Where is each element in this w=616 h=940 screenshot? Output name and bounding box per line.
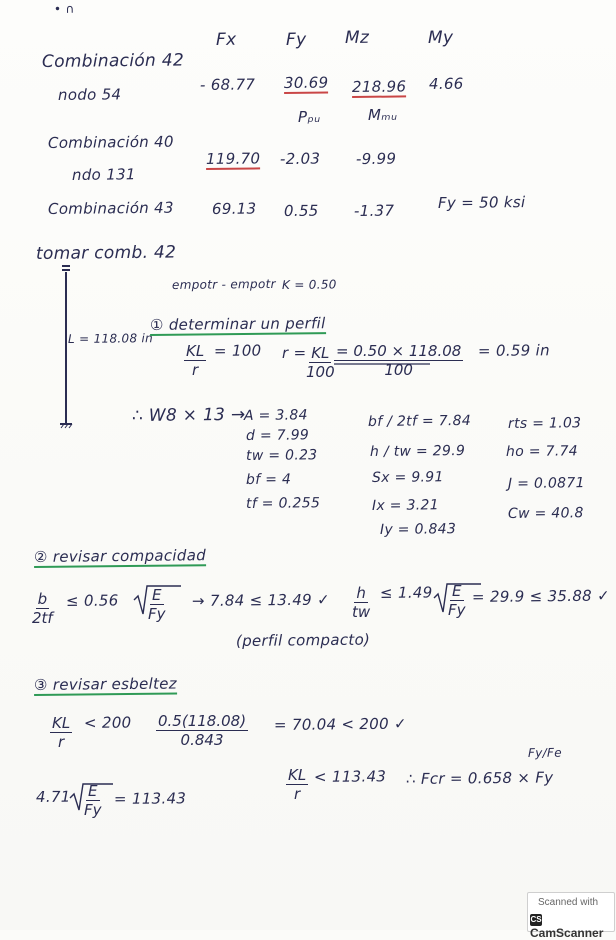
prop-d: d = 7.99 — [245, 427, 310, 444]
comb-42-mu-label: Mₘᵤ — [367, 105, 398, 124]
watermark-line2 — [530, 911, 614, 940]
header-mz: Mz — [344, 27, 370, 48]
prop-ho: ho = 7.74 — [505, 443, 579, 460]
step2-check1: → 7.84 ≤ 13.49 ✓ — [191, 590, 331, 610]
fraction-num: KL — [186, 342, 205, 360]
fy-fe-note: Fy/Fe — [527, 745, 562, 760]
fraction-den: tw — [352, 603, 371, 621]
comb-43-title: Combinación 43 — [47, 198, 174, 218]
step1-title: ① determinar un perfil — [149, 314, 326, 334]
prop-j: J = 0.0871 — [507, 475, 585, 492]
fraction-num: KL — [311, 344, 330, 362]
comb-40-mz: -9.99 — [355, 149, 397, 168]
fraction-num: E — [88, 782, 98, 800]
step1-r-lhs: r = — [281, 343, 307, 362]
comb-43-mz: -1.37 — [353, 201, 395, 220]
steel-yield-note: Fy = 50 ksi — [437, 193, 526, 212]
comb-40-title: Combinación 40 — [47, 132, 174, 152]
step2-result: (perfil compacto) — [235, 630, 371, 650]
prop-htw: h / tw = 29.9 — [369, 443, 466, 460]
column-diagram — [60, 266, 72, 428]
prop-tf: tf = 0.255 — [245, 495, 321, 512]
fraction-den: r — [58, 733, 65, 751]
step3-limit-coef: 4.71 — [35, 787, 71, 806]
watermark-line1: Scanned with — [538, 897, 599, 908]
header-fy: Fy — [285, 29, 307, 50]
column-length: L = 118.08 in — [67, 331, 154, 346]
fraction-den: Fy — [84, 801, 102, 819]
fraction-num: KL — [288, 766, 307, 784]
fraction-den: 2tf — [32, 609, 53, 627]
step3-calc-result: = 70.04 < 200 ✓ — [273, 714, 407, 734]
prop-iy: Iy = 0.843 — [379, 521, 457, 538]
comb-40-fy: -2.03 — [279, 149, 321, 168]
fraction-den: r — [192, 361, 199, 379]
fraction-den: Fy — [448, 601, 466, 619]
fraction-den: 0.843 — [180, 731, 224, 749]
prop-A: A = 3.84 — [243, 407, 308, 424]
comb-40-fx: 119.70 — [205, 149, 261, 168]
fraction-num: KL — [52, 714, 71, 732]
comb-43-fx: 69.13 — [211, 199, 257, 218]
comb-40-node: ndo 131 — [71, 165, 136, 184]
comb-43-fy: 0.55 — [283, 201, 319, 220]
step3-limit-result: = 113.43 — [113, 789, 187, 808]
watermark-brand: CamScanner — [530, 926, 604, 940]
prop-bf: bf = 4 — [245, 471, 292, 488]
step3-kl2-result: < 113.43 — [313, 767, 387, 786]
prop-rts: rts = 1.03 — [507, 415, 582, 432]
comb-42-node: nodo 54 — [57, 85, 122, 104]
header-my: My — [427, 27, 454, 48]
step2-title: ② revisar compacidad — [33, 546, 207, 566]
step2-check2: = 29.9 ≤ 35.88 ✓ — [471, 586, 611, 606]
prop-ix: Ix = 3.21 — [371, 497, 440, 514]
comb-42-mz: 218.96 — [351, 77, 407, 96]
comb-42-fy: 30.69 — [283, 73, 329, 92]
fraction-num: E — [152, 586, 162, 604]
prop-bf2tf: bf / 2tf = 7.84 — [367, 412, 472, 430]
section-name: ∴ W8 × 13 → — [131, 404, 246, 426]
comb-42-pu-label: Pₚᵤ — [297, 107, 321, 126]
prop-tw: tw = 0.23 — [245, 447, 318, 464]
comb-42-title: Combinación 42 — [41, 50, 185, 72]
header-fx: Fx — [215, 29, 237, 50]
fraction-den: r — [294, 785, 301, 803]
fraction-den: 100 — [384, 361, 413, 379]
step2-limit2: ≤ 1.49 — [379, 583, 433, 602]
k-factor: K = 0.50 — [281, 277, 337, 292]
camscanner-logo-icon: CS — [530, 915, 542, 924]
fraction-num: h — [356, 584, 366, 602]
chosen-combination: tomar comb. 42 — [35, 242, 177, 264]
comb-42-my: 4.66 — [428, 74, 464, 93]
fraction-num: E — [452, 582, 462, 600]
step1-kl-value: = 100 — [213, 341, 262, 360]
comb-42-fx: - 68.77 — [199, 75, 256, 94]
step3-limit: < 200 — [83, 713, 132, 732]
fraction-num: 0.5(118.08) — [158, 712, 247, 730]
prop-cw: Cw = 40.8 — [507, 505, 584, 522]
fraction-num: b — [37, 590, 48, 608]
fraction-den: 100 — [306, 363, 335, 381]
corner-mark: • ∩ — [53, 1, 75, 16]
scanner-watermark — [527, 892, 615, 940]
step2-limit1: ≤ 0.56 — [65, 591, 119, 610]
prop-sx: Sx = 9.91 — [371, 469, 444, 486]
support-condition: empotr - empotr — [171, 276, 276, 292]
fraction-num: = 0.50 × 118.08 — [336, 342, 462, 360]
step1-r-result: = 0.59 in — [477, 341, 550, 360]
radical-marks — [70, 584, 481, 810]
fraction-den: Fy — [148, 605, 166, 623]
step3-title: ③ revisar esbeltez — [33, 674, 178, 694]
step3-fcr: ∴ Fcr = 0.658 × Fy — [405, 768, 554, 788]
